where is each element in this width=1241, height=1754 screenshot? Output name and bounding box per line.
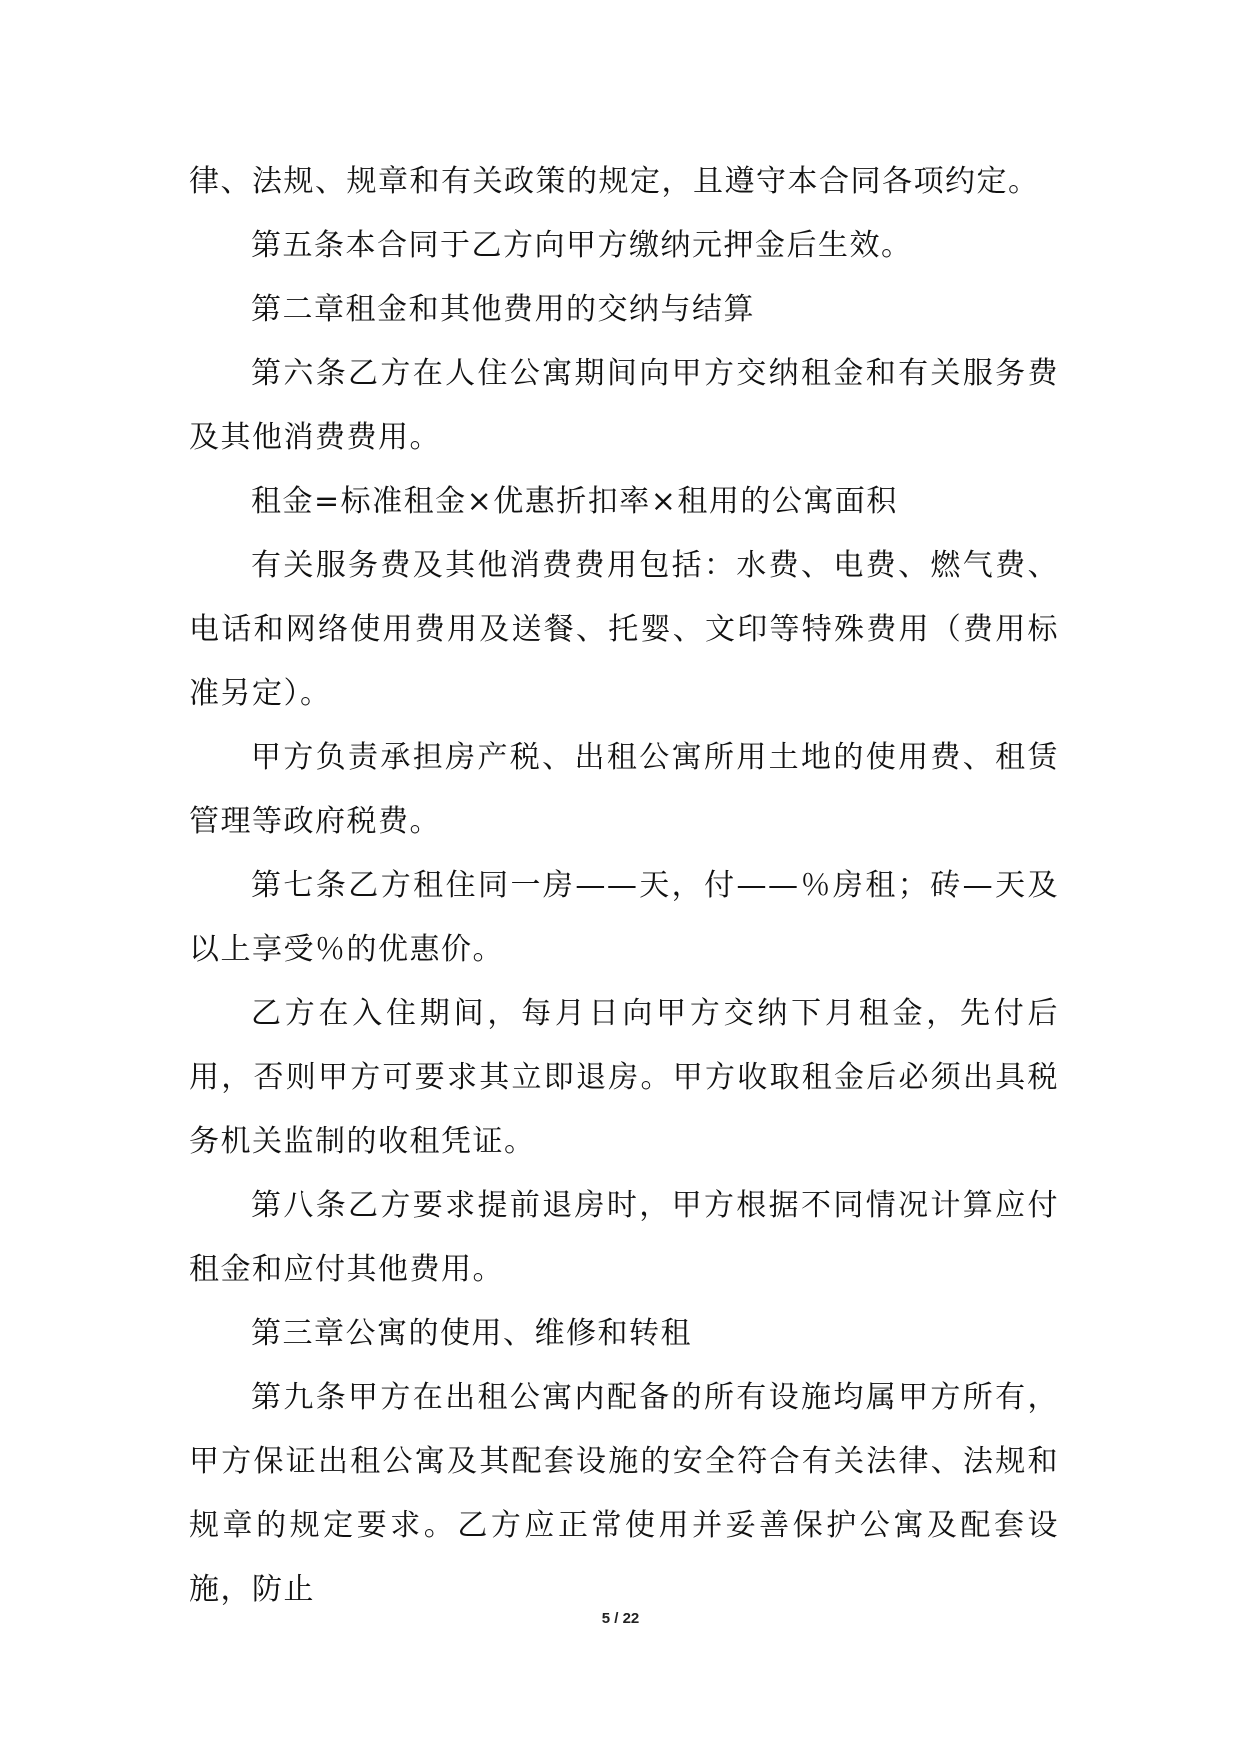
chapter-heading-3: 第三章公寓的使用、维修和转租 [251, 1316, 692, 1351]
paragraph-8: 第七条乙方租住同一房——天，付——％房租；砖—天及以上享受％的优惠价。 [189, 868, 1059, 967]
paragraph-10: 第八条乙方要求提前退房时，甲方根据不同情况计算应付租金和应付其他费用。 [189, 1188, 1059, 1287]
paragraph-7: 甲方负责承担房产税、出租公寓所用土地的使用费、租赁管理等政府税费。 [189, 740, 1059, 839]
paragraph-2: 第五条本合同于乙方向甲方缴纳元押金后生效。 [251, 228, 913, 263]
paragraph-1: 律、法规、规章和有关政策的规定，且遵守本合同各项约定。 [189, 164, 1040, 199]
chapter-heading-2: 第二章租金和其他费用的交纳与结算 [251, 292, 755, 327]
paragraph-5: 租金=标准租金×优惠折扣率×租用的公寓面积 [251, 484, 898, 519]
paragraph-4: 第六条乙方在人住公寓期间向甲方交纳租金和有关服务费及其他消费费用。 [189, 356, 1059, 455]
paragraph-12: 第九条甲方在出租公寓内配备的所有设施均属甲方所有，甲方保证出租公寓及其配套设施的安全符合有关法律、法规和规章的规定要求。乙方应正常使用并妥善保护公寓及配套设施，防止 [189, 1380, 1059, 1607]
paragraph-6: 有关服务费及其他消费费用包括：水费、电费、燃气费、电话和网络使用费用及送餐、托婴、文印等特殊费用（费用标准另定）。 [189, 548, 1059, 711]
document-body [189, 150, 1059, 1622]
paragraph-9: 乙方在入住期间，每月日向甲方交纳下月租金，先付后用，否则甲方可要求其立即退房。甲方收取租金后必须出具税务机关监制的收租凭证。 [189, 996, 1059, 1159]
page-number: 5 / 22 [601, 1610, 640, 1627]
